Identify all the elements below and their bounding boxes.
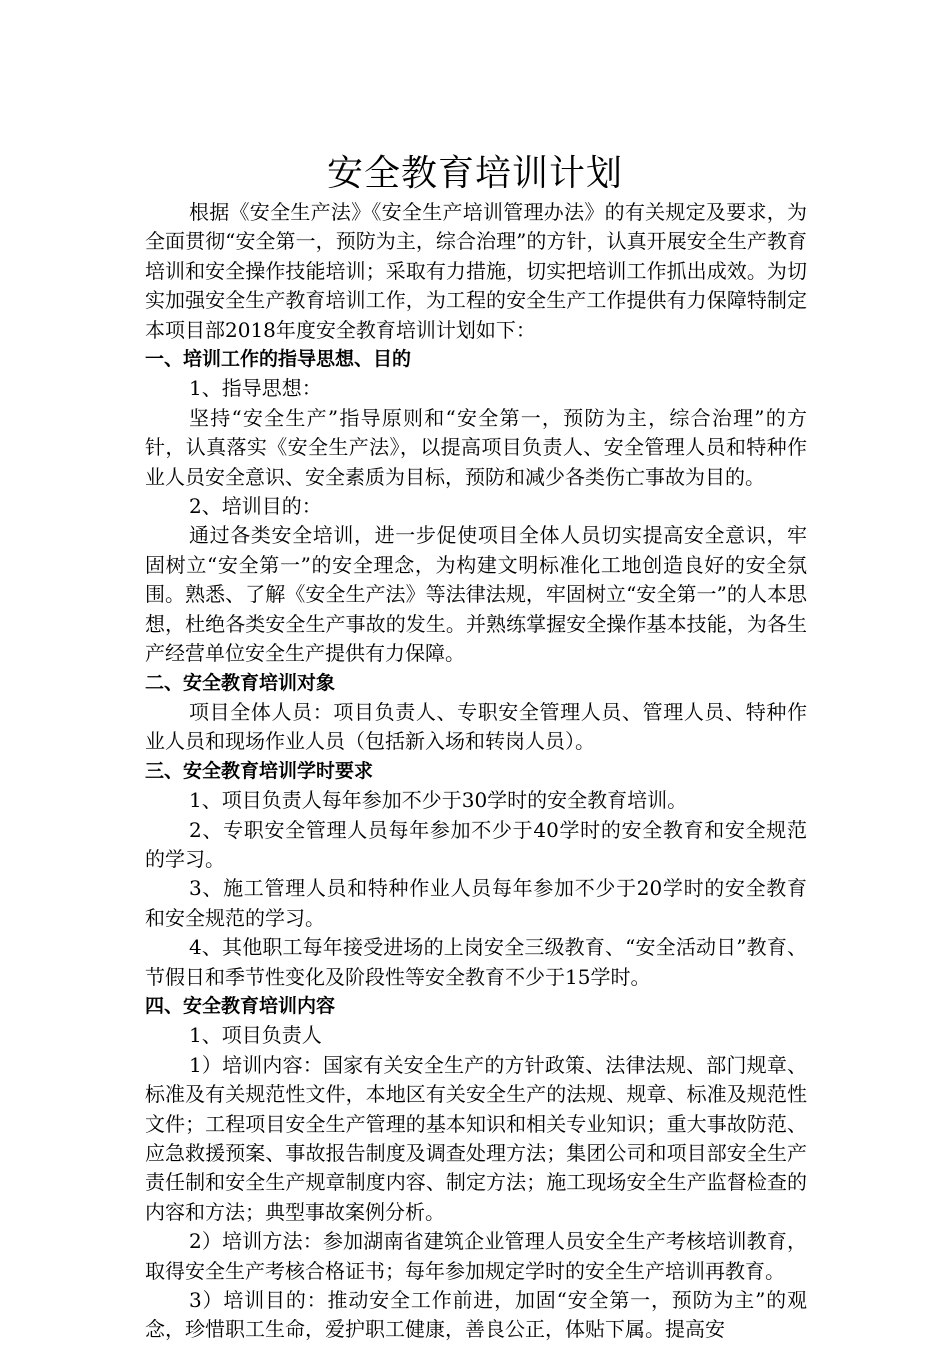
section-heading: 二、安全教育培训对象 [145,671,336,694]
body-paragraph: 项目全体人员：项目负责人、专职安全管理人员、管理人员、特种作业人员和现场作业人员（包括新入场和转岗人员）。 [145,699,807,754]
body-paragraph: 根据《安全生产法》《安全生产培训管理办法》的有关规定及要求，为全面贯彻“安全第一，预防为主，综合治理”的方针，认真开展安全生产教育培训和安全操作技能培训；采取有力措施，切实把培训工作抓出成效。为切实加强安全生产教育培训工作，为工程的安全生产工作提供有力保障特制定本项目部2018年度安全教育培训计划如下： [145,200,807,342]
document-body [145,198,807,1345]
body-paragraph: 坚持“安全生产”指导原则和“安全第一，预防为主，综合治理”的方针，认真落实《安全生产法》，以提高项目负责人、安全管理人员和特种作业人员安全意识、安全素质为目标，预防和减少各类伤亡事故为目的。 [145,405,807,489]
body-paragraph: 通过各类安全培训，进一步促使项目全体人员切实提高安全意识，牢固树立“安全第一”的安全理念，为构建文明标准化工地创造良好的安全氛围。熟悉、了解《安全生产法》等法律法规，牢固树立“安全第一”的人本思想，杜绝各类安全生产事故的发生。并熟练掌握安全操作基本技能，为各生产经营单位安全生产提供有力保障。 [145,523,807,666]
body-paragraph: 2、培训目的： [189,494,322,519]
body-paragraph: 2）培训方法：参加湖南省建筑企业管理人员安全生产考核培训教育，取得安全生产考核合格证书；每年参加规定学时的安全生产培训再教育。 [145,1229,807,1283]
body-paragraph: 3、施工管理人员和特种作业人员每年参加不少于20学时的安全教育和安全规范的学习。 [145,876,807,930]
section-heading: 一、培训工作的指导思想、目的 [145,348,412,371]
body-paragraph: 4、其他职工每年接受进场的上岗安全三级教育、“安全活动日”教育、节假日和季节性变化及阶段性等安全教育不少于15学时。 [145,935,807,989]
body-paragraph: 3）培训目的：推动安全工作前进，加固“安全第一，预防为主”的观念，珍惜职工生命，爱护职工健康，善良公正，体贴下属。提高安 [145,1288,807,1342]
section-heading: 三、安全教育培训学时要求 [145,759,374,782]
body-paragraph: 1、指导思想： [189,376,322,401]
body-paragraph: 2、专职安全管理人员每年参加不少于40学时的安全教育和安全规范的学习。 [145,817,807,871]
body-paragraph: 1）培训内容：国家有关安全生产的方针政策、法律法规、部门规章、标准及有关规范性文件，本地区有关安全生产的法规、规章、标准及规范性文件；工程项目安全生产管理的基本知识和相关专业知识；重大事故防范、应急救援预案、事故报告制度及调查处理方法；集团公司和项目部安全生产责任制和安全生产规章制度内容、制定方法；施工现场安全生产监督检查的内容和方法；典型事故案例分析。 [145,1052,807,1224]
body-paragraph: 1、项目负责人 [189,1023,322,1048]
body-paragraph: 1、项目负责人每年参加不少于30学时的安全教育培训。 [189,788,688,813]
page-title: 安全教育培训计划 [326,153,623,194]
section-heading: 四、安全教育培训内容 [145,994,336,1017]
